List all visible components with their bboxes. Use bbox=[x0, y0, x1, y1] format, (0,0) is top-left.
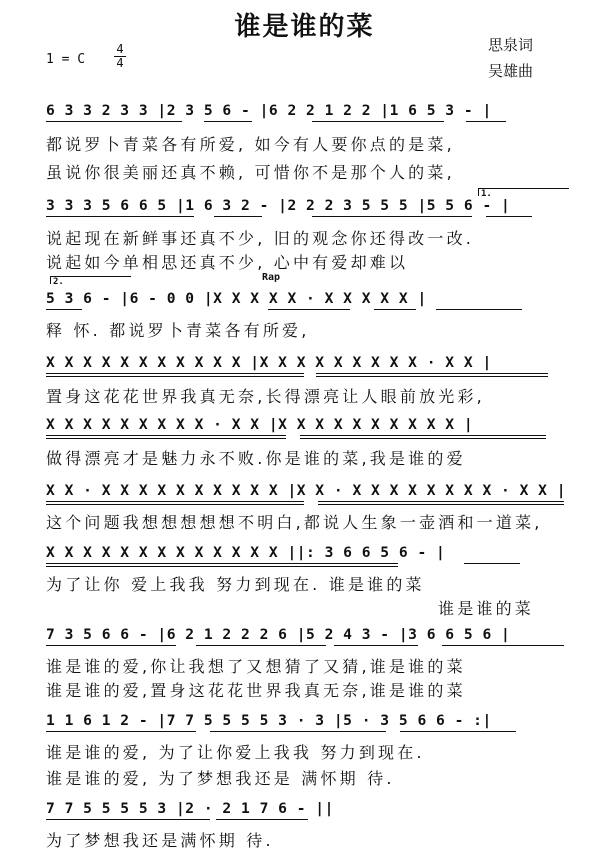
time-signature bbox=[114, 43, 126, 70]
notation-row-7: X X X X X X X X X X X X X ||: 3 6 6 5 6 - | bbox=[46, 544, 446, 561]
lyric-row-4: 置身这花花世界我真无奈,长得漂亮让人眼前放光彩, bbox=[46, 387, 485, 406]
lyric-row-1-verse-1: 都说罗卜青菜各有所爱, 如今有人要你点的是菜, bbox=[46, 135, 455, 154]
rap-label: Rap bbox=[262, 272, 281, 283]
lyric-row-7-verse-1: 为了让你 爱上我我 努力到现在. 谁是谁的菜 bbox=[46, 575, 425, 594]
lyricist-credit: 思泉词 bbox=[488, 36, 534, 54]
composer-credit: 吴雄曲 bbox=[488, 62, 534, 80]
volta-2-label: 2. bbox=[53, 277, 64, 287]
lyric-row-8-verse-2: 谁是谁的爱,置身这花花世界我真无奈,谁是谁的菜 bbox=[46, 681, 466, 700]
notation-row-9: 1 1 6 1 2 - |7 7 5 5 5 5 3 · 3 |5 · 3 5 6 6 - :| bbox=[46, 712, 492, 729]
lyric-row-5: 做得漂亮才是魅力永不败.你是谁的菜,我是谁的爱 bbox=[46, 449, 466, 468]
lyric-row-10: 为了梦想我还是满怀期 待. bbox=[46, 831, 274, 850]
lyric-row-6: 这个问题我想想想想想不明白,都说人生象一壶酒和一道菜, bbox=[46, 513, 543, 532]
lyric-row-2-verse-1: 说起现在新鲜事还真不少, 旧的观念你还得改一改. bbox=[46, 229, 475, 248]
notation-row-1: 6 3 3 2 3 3 |2 3 5 6 - |6 2 2 1 2 2 |1 6 5 3 - | bbox=[46, 102, 492, 119]
lyric-row-9-verse-1: 谁是谁的爱, 为了让你爱上我我 努力到现在. bbox=[46, 743, 425, 762]
lyric-row-8-verse-1: 谁是谁的爱,你让我想了又想猜了又猜,谁是谁的菜 bbox=[46, 657, 466, 676]
notation-row-6: X X · X X X X X X X X X X |X X · X X X X X X X X · X X | bbox=[46, 482, 567, 499]
notation-row-2: 3 3 3 5 6 6 5 |1 6 3 2 - |2 2 2 3 5 5 5 |5 5 6 - | bbox=[46, 197, 511, 214]
lyric-row-7-verse-2: 谁是谁的菜 bbox=[438, 599, 535, 618]
notation-row-10: 7 7 5 5 5 5 3 |2 · 2 1 7 6 - || bbox=[46, 800, 334, 817]
key-signature: 1 = C bbox=[46, 52, 86, 67]
meter-top: 4 bbox=[116, 42, 124, 56]
lyric-row-9-verse-2: 谁是谁的爱, 为了梦想我还是 满怀期 待. bbox=[46, 769, 395, 788]
notation-row-5: X X X X X X X X X · X X |X X X X X X X X X X | bbox=[46, 416, 474, 433]
volta-1-label: 1. bbox=[481, 189, 492, 199]
notation-row-8: 7 3 5 6 6 - |6 2 1 2 2 2 6 |5 2 4 3 - |3 6 6 5 6 | bbox=[46, 626, 511, 643]
notation-row-4: X X X X X X X X X X X |X X X X X X X X X · X X | bbox=[46, 354, 492, 371]
meter-bottom: 4 bbox=[116, 56, 124, 70]
song-title: 谁是谁的菜 bbox=[234, 12, 375, 42]
lyric-row-1-verse-2: 虽说你很美丽还真不赖, 可惜你不是那个人的菜, bbox=[46, 163, 455, 182]
lyric-row-3: 释 怀. 都说罗卜青菜各有所爱, bbox=[46, 321, 310, 340]
lyric-row-2-verse-2: 说起如今单相思还真不少, 心中有爱却难以 bbox=[46, 253, 409, 272]
notation-row-3: 5 3 6 - |6 - 0 0 |X X X X X · X X X X X | bbox=[46, 290, 427, 307]
